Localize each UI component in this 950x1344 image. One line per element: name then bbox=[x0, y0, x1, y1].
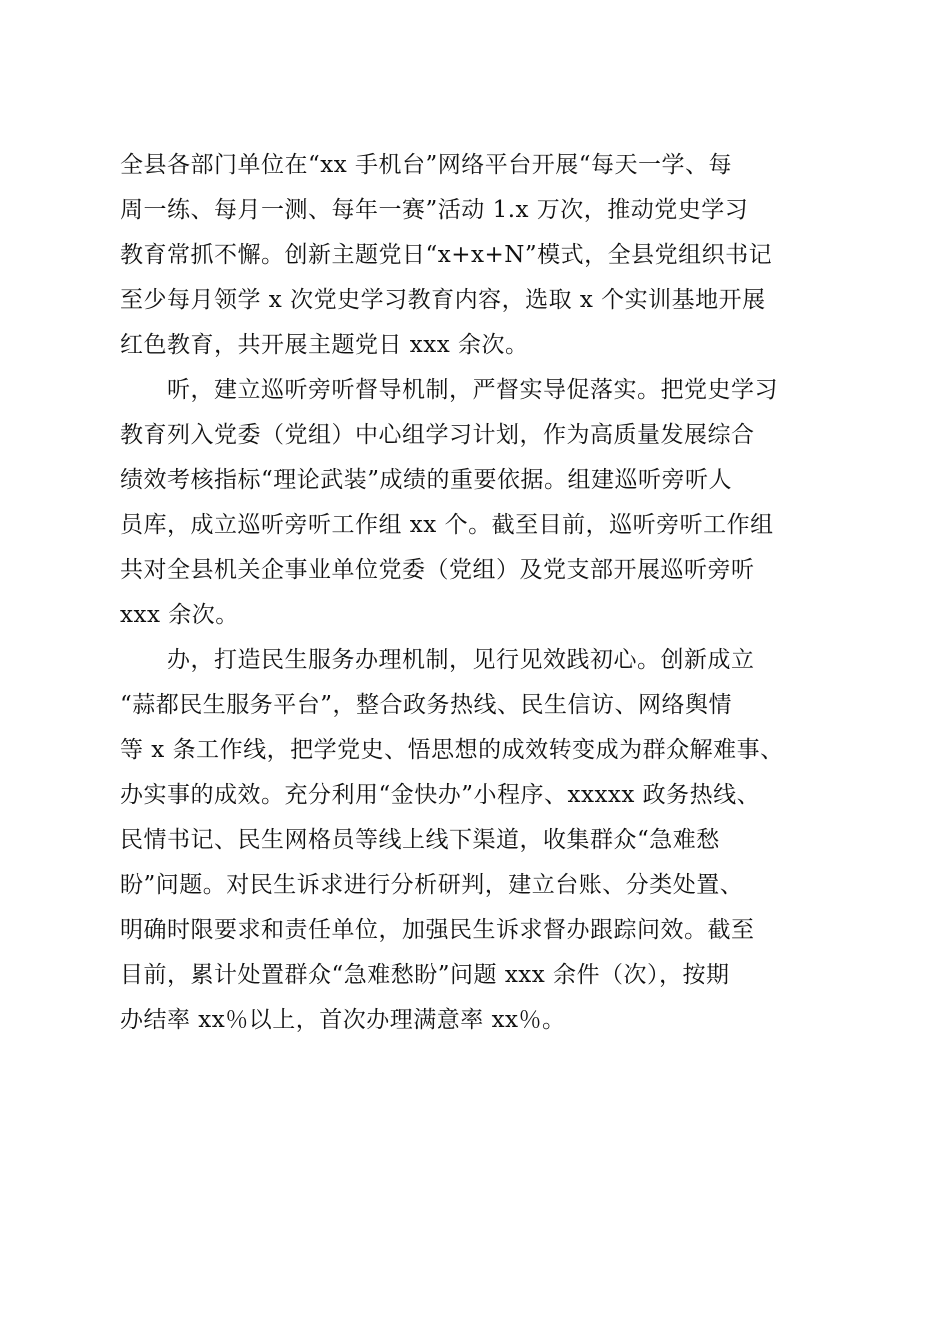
text-line: 办结率 xx％以上，首次办理满意率 xx％。 bbox=[120, 1007, 566, 1033]
text-line: “蒜都民生服务平台”，整合政务热线、民生信访、网络舆情 bbox=[120, 692, 733, 718]
paragraph-first-line: 办，打造民生服务办理机制，见行见效践初心。创新成立 bbox=[167, 647, 755, 673]
text-line: 办实事的成效。充分利用“金快办”小程序、xxxxx 政务热线、 bbox=[120, 782, 761, 808]
text-line: xxx 余次。 bbox=[120, 602, 239, 628]
text-line: 红色教育，共开展主题党日 xxx 余次。 bbox=[120, 332, 529, 358]
text-line: 周一练、每月一测、每年一赛”活动 1.x 万次，推动党史学习 bbox=[120, 197, 749, 223]
text-line: 等 x 条工作线，把学党史、悟思想的成效转变成为群众解难事、 bbox=[120, 737, 784, 763]
text-line: 共对全县机关企事业单位党委（党组）及党支部开展巡听旁听 bbox=[120, 557, 755, 583]
text-line: 民情书记、民生网格员等线上线下渠道，收集群众“急难愁 bbox=[120, 827, 720, 853]
text-line: 至少每月领学 x 次党史学习教育内容，选取 x 个实训基地开展 bbox=[120, 287, 766, 313]
text-line: 明确时限要求和责任单位，加强民生诉求督办跟踪问效。截至 bbox=[120, 917, 755, 943]
text-line: 目前，累计处置群众“急难愁盼”问题 xxx 余件（次），按期 bbox=[120, 962, 730, 988]
paragraph-first-line: 听，建立巡听旁听督导机制，严督实导促落实。把党史学习 bbox=[167, 377, 778, 403]
text-line: 教育列入党委（党组）中心组学习计划，作为高质量发展综合 bbox=[120, 422, 755, 448]
text-line: 员库，成立巡听旁听工作组 xx 个。截至目前，巡听旁听工作组 bbox=[120, 512, 774, 538]
text-line: 教育常抓不懈。创新主题党日“x+x+N”模式，全县党组织书记 bbox=[120, 242, 773, 268]
document-body bbox=[120, 143, 830, 1043]
text-line: 全县各部门单位在“xx 手机台”网络平台开展“每天一学、每 bbox=[120, 152, 733, 178]
text-line: 盼”问题。对民生诉求进行分析研判，建立台账、分类处置、 bbox=[120, 872, 744, 898]
text-line: 绩效考核指标“理论武装”成绩的重要依据。组建巡听旁听人 bbox=[120, 467, 733, 493]
